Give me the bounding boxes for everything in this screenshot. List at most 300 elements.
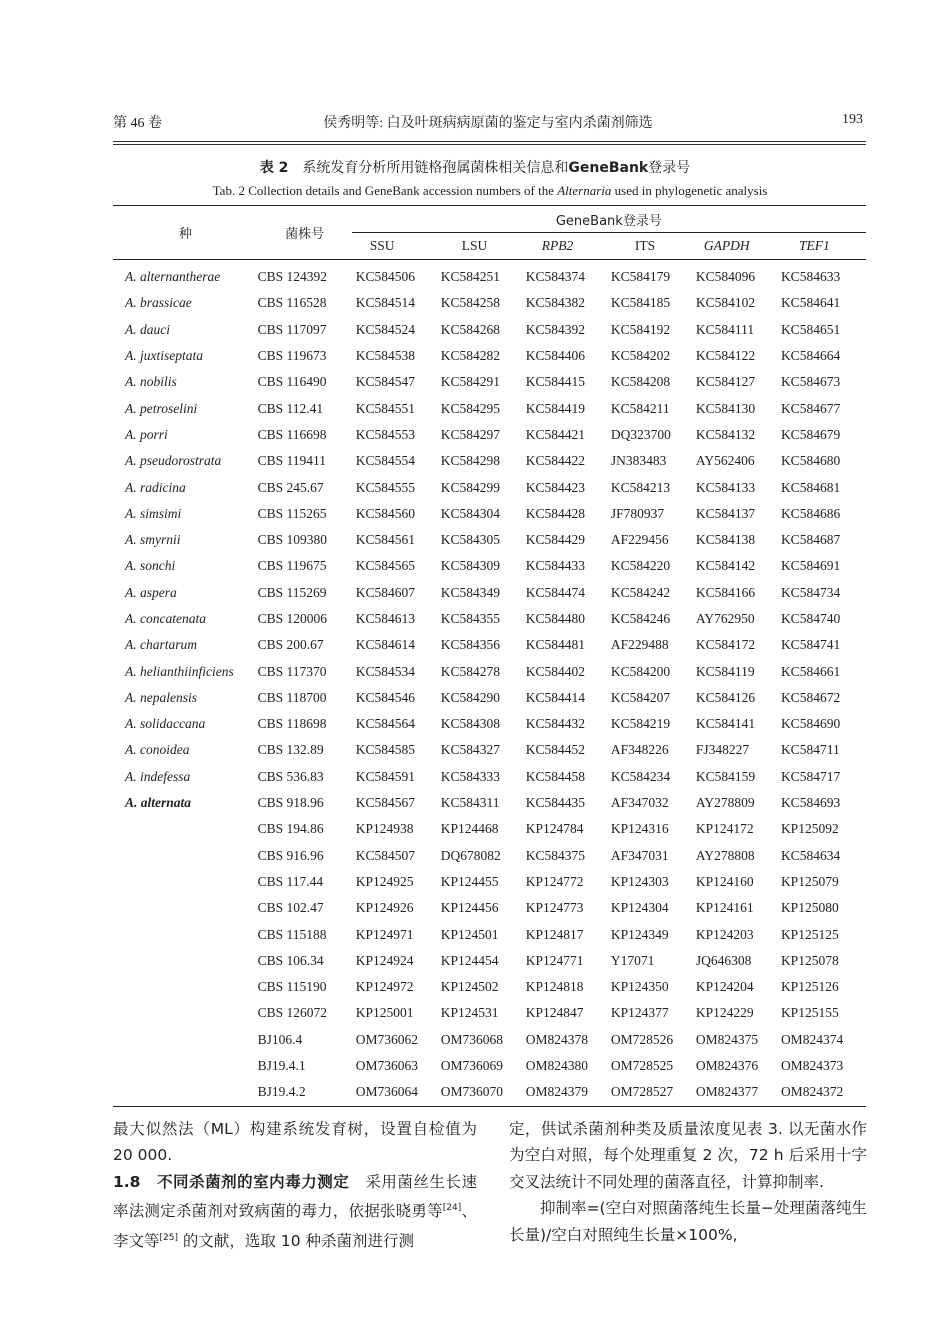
accession-cell: OM736064 [352, 1079, 441, 1106]
accession-cell: KC584711 [780, 742, 840, 758]
accession-cell: KC584305 [440, 532, 501, 548]
table-row [113, 1053, 866, 1079]
accession-cell: KP124468 [440, 821, 499, 837]
strain-cell: CBS 115269 [257, 584, 327, 600]
accession-cell: KC584553 [355, 426, 415, 442]
col-header-genebank: GeneBank登录号 [352, 206, 866, 233]
strain-cell: CBS 116490 [257, 374, 327, 390]
accession-cell: KC584179 [610, 269, 671, 285]
accession-cell: KC584555 [355, 479, 415, 495]
strain-cell: CBS 118698 [257, 716, 327, 732]
accession-cell: KP124350 [610, 979, 669, 995]
table-row [113, 658, 866, 684]
accession-cell: KC584661 [780, 663, 841, 679]
strain-cell: CBS 119411 [257, 453, 327, 469]
accession-cell: JF780937 [610, 505, 665, 521]
accession-cell: KC584137 [695, 505, 756, 521]
species-cell: A. alternata [125, 795, 192, 811]
table-row [113, 921, 866, 947]
species-cell: A. juxtiseptata [125, 348, 203, 364]
accession-cell: OM824376 [695, 1058, 759, 1074]
accession-cell: KC584613 [355, 611, 415, 626]
strain-cell: CBS 132.89 [257, 742, 324, 758]
citation[interactable]: [24] [442, 1203, 462, 1214]
accession-cell: KC584122 [695, 348, 756, 364]
accession-cell: KC584547 [355, 374, 415, 390]
species-cell [113, 895, 258, 921]
table-row [113, 260, 866, 291]
strain-cell: CBS 120006 [257, 611, 328, 626]
strain-cell: CBS 200.67 [257, 637, 324, 653]
accession-cell: KP124531 [440, 1005, 499, 1021]
accession-cell: KP125080 [780, 900, 839, 916]
accession-cell: KP124454 [440, 952, 499, 968]
accession-cell: KP124772 [525, 873, 584, 889]
accession-cell: KC584677 [780, 400, 841, 416]
accession-cell: KC584422 [525, 453, 586, 469]
citation[interactable]: [25] [159, 1232, 178, 1243]
table-row [113, 1000, 866, 1026]
accession-cell: KC584634 [780, 847, 841, 863]
accession-cell: OM824380 [525, 1058, 589, 1074]
accession-cell: KC584309 [440, 558, 501, 574]
accession-cell: KC584534 [355, 663, 415, 679]
strain-cell: CBS 119675 [257, 558, 327, 574]
col-header-strain: 菌株号 [258, 206, 352, 260]
accession-cell: KC584717 [780, 768, 841, 784]
species-cell: A. simsimi [125, 505, 182, 521]
strain-cell: CBS 916.96 [257, 847, 324, 863]
accession-cell: AF347031 [610, 847, 669, 863]
strain-cell: BJ19.4.1 [257, 1058, 306, 1074]
accession-cell: KC584298 [440, 453, 501, 469]
table-row [113, 895, 866, 921]
accession-cell: KP124501 [440, 926, 499, 942]
species-cell: A. brassicae [125, 295, 192, 311]
accession-cell: KP124771 [525, 952, 584, 968]
accession-cell: OM824379 [526, 1079, 611, 1106]
accession-cell: KP124456 [440, 900, 499, 916]
accession-cell: KC584185 [610, 295, 671, 311]
species-cell: A. dauci [125, 321, 170, 337]
species-cell [113, 843, 258, 869]
accession-cell: KC584166 [695, 584, 756, 600]
accession-cell: KP125125 [780, 926, 839, 942]
table-row [113, 816, 866, 842]
accession-cell: KP124172 [695, 821, 754, 837]
species-cell: A. helianthiinficiens [125, 663, 234, 679]
accession-cell: KC584664 [780, 348, 841, 364]
species-cell [113, 1027, 258, 1053]
accession-cell: DQ323700 [610, 426, 671, 442]
species-cell: A. nepalensis [125, 689, 197, 705]
col-header-gene: GAPDH [696, 233, 781, 260]
accession-cell: KC584141 [695, 716, 756, 732]
accession-cell: KP125092 [780, 821, 839, 837]
accession-cell: KC584651 [780, 321, 841, 337]
table-row [113, 1079, 866, 1106]
accession-cell: OM824374 [780, 1031, 844, 1047]
accession-cell: AY278808 [695, 847, 755, 863]
accession-cell: KC584234 [610, 768, 671, 784]
accession-cell: KC584291 [440, 374, 501, 390]
accession-cell: KC584458 [525, 768, 586, 784]
accession-cell: KC584356 [440, 637, 501, 653]
accession-cell: KP124784 [525, 821, 584, 837]
accession-table [113, 205, 866, 1107]
accession-cell: KC584208 [610, 374, 671, 390]
accession-cell: KC584268 [440, 321, 501, 337]
strain-cell: CBS 126072 [257, 1005, 328, 1021]
accession-cell: KC584741 [780, 637, 841, 653]
accession-cell: AY562406 [695, 453, 755, 469]
accession-cell: OM736068 [440, 1031, 504, 1047]
accession-cell: KP124377 [610, 1005, 669, 1021]
col-header-species: 种 [113, 206, 258, 260]
journal-volume: 第 46 卷 [113, 116, 162, 131]
accession-cell: KC584419 [525, 400, 586, 416]
accession-cell: KC584299 [440, 479, 501, 495]
accession-cell: KC584585 [355, 742, 415, 758]
accession-cell: KC584096 [695, 269, 756, 285]
strain-cell: CBS 115188 [257, 926, 327, 942]
table-row [113, 474, 866, 500]
species-cell: A. solidaccana [125, 716, 206, 732]
accession-cell: KC584614 [355, 637, 415, 653]
paragraph: 定，供试杀菌剂种类及质量浓度见表 3. 以无菌水作为空白对照，每个处理重复 2 次，72 h 后采用十字交叉法统计不同处理的菌落直径，计算抑制率. [509, 1120, 867, 1191]
table-row [113, 711, 866, 737]
table-row [113, 869, 866, 895]
species-cell: A. pseudorostrata [125, 453, 222, 469]
accession-cell: KC584333 [440, 768, 501, 784]
species-cell [113, 869, 258, 895]
species-cell: A. sonchi [125, 558, 176, 574]
table-row [113, 395, 866, 421]
strain-cell: CBS 116698 [257, 426, 327, 442]
table-row [113, 764, 866, 790]
accession-cell: KC584514 [355, 295, 415, 311]
strain-cell: CBS 115190 [257, 979, 327, 995]
accession-cell: AY278809 [695, 795, 755, 811]
accession-cell: KC584406 [525, 348, 586, 364]
species-cell [113, 1079, 258, 1106]
accession-cell: KP124773 [525, 900, 584, 916]
accession-cell: AF348226 [610, 742, 669, 758]
accession-cell: OM824375 [695, 1031, 759, 1047]
running-title: 侯秀明等: 白及叶斑病病原菌的鉴定与室内杀菌剂筛选 [323, 116, 653, 131]
body-column-left [113, 1116, 477, 1254]
accession-cell: KC584421 [525, 426, 586, 442]
formula-paragraph: 抑制率=(空白对照菌落纯生长量−处理菌落纯生长量)/空白对照纯生长量×100%, [509, 1199, 867, 1244]
table-row [113, 369, 866, 395]
accession-cell: KC584679 [780, 426, 841, 442]
accession-cell: KC584349 [440, 584, 501, 600]
accession-cell: KC584591 [355, 768, 415, 784]
accession-cell: OM736062 [355, 1031, 418, 1047]
accession-cell: KC584304 [440, 505, 501, 521]
species-cell [113, 1053, 258, 1079]
accession-cell: KC584414 [525, 689, 586, 705]
strain-cell: CBS 245.67 [257, 479, 324, 495]
accession-cell: KC584382 [525, 295, 586, 311]
strain-cell: CBS 106.34 [257, 952, 324, 968]
accession-cell: KC584546 [355, 689, 415, 705]
accession-cell: KP124938 [355, 821, 414, 837]
accession-cell: KP124502 [440, 979, 499, 995]
table-row [113, 843, 866, 869]
accession-cell: KC584211 [610, 400, 670, 416]
accession-cell: KC584192 [610, 321, 671, 337]
accession-cell: KC584220 [610, 558, 671, 574]
accession-cell: KP124925 [355, 873, 414, 889]
accession-cell: KP125155 [780, 1005, 839, 1021]
accession-cell: KC584111 [695, 321, 755, 337]
col-header-gene: TEF1 [781, 233, 866, 260]
accession-cell: KC584242 [610, 584, 671, 600]
accession-cell: KC584561 [355, 532, 415, 548]
accession-cell: KP124161 [695, 900, 754, 916]
accession-cell: KC584219 [610, 716, 671, 732]
accession-cell: KC584102 [695, 295, 756, 311]
table-row [113, 1027, 866, 1053]
accession-cell: FJ348227 [695, 742, 750, 758]
accession-cell: KP124303 [610, 873, 669, 889]
accession-cell: KC584607 [355, 584, 415, 600]
strain-cell: CBS 112.41 [257, 400, 324, 416]
accession-cell: KC584452 [525, 742, 586, 758]
table-body [113, 260, 866, 1107]
accession-cell: KC584429 [525, 532, 586, 548]
accession-cell: KC584551 [355, 400, 415, 416]
accession-cell: KC584435 [525, 795, 586, 811]
species-cell [113, 1000, 258, 1026]
accession-cell: AF229456 [610, 532, 669, 548]
accession-cell: KC584680 [780, 453, 841, 469]
accession-cell: KC584251 [440, 269, 501, 285]
table-caption-cn: 表 2 系统发育分析所用链格孢属菌株相关信息和GeneBank登录号 [259, 160, 691, 176]
accession-cell: KC584207 [610, 689, 671, 705]
accession-cell: KP124817 [525, 926, 584, 942]
table-row [113, 317, 866, 343]
col-header-gene: LSU [441, 233, 526, 260]
accession-cell: KC584506 [355, 269, 415, 285]
accession-cell: KC584565 [355, 558, 415, 574]
accession-cell: KC584290 [440, 689, 501, 705]
table-row [113, 343, 866, 369]
accession-cell: KC584130 [695, 400, 756, 416]
accession-cell: KC584402 [525, 663, 586, 679]
accession-cell: KC584554 [355, 453, 415, 469]
accession-cell: KC584690 [780, 716, 841, 732]
accession-cell: JN383483 [610, 453, 667, 469]
accession-cell: OM728527 [611, 1079, 696, 1106]
species-cell: A. conoidea [125, 742, 190, 758]
table-row [113, 527, 866, 553]
header-rule-2 [113, 144, 866, 145]
table-row [113, 632, 866, 658]
accession-cell: OM736069 [440, 1058, 504, 1074]
accession-cell: KP125079 [780, 873, 839, 889]
accession-cell: KP124204 [695, 979, 754, 995]
accession-cell: OM824372 [781, 1079, 866, 1106]
accession-cell: KC584538 [355, 348, 415, 364]
accession-cell: KP124455 [440, 873, 499, 889]
accession-cell: KC584159 [695, 768, 756, 784]
body-column-right [509, 1116, 867, 1248]
table-row [113, 737, 866, 763]
accession-cell: KC584246 [610, 611, 671, 626]
strain-cell: CBS 117.44 [257, 873, 324, 889]
strain-cell: CBS 117097 [257, 321, 327, 337]
accession-cell: Y17071 [610, 952, 655, 968]
accession-cell: KC584355 [440, 611, 501, 626]
accession-cell: OM728526 [610, 1031, 674, 1047]
accession-cell: KC584172 [695, 637, 756, 653]
strain-cell: CBS 119673 [257, 348, 327, 364]
accession-cell: KC584374 [525, 269, 586, 285]
accession-cell: KC584524 [355, 321, 415, 337]
accession-cell: KC584295 [440, 400, 501, 416]
table-row [113, 501, 866, 527]
accession-cell: KC584481 [525, 637, 586, 653]
strain-cell: CBS 115265 [257, 505, 327, 521]
table-row [113, 685, 866, 711]
accession-cell: OM824377 [696, 1079, 781, 1106]
species-cell: A. indefessa [125, 768, 191, 784]
accession-cell: KP124847 [525, 1005, 584, 1021]
accession-cell: KC584119 [695, 663, 755, 679]
accession-cell: OM736070 [441, 1079, 526, 1106]
strain-cell: CBS 124392 [257, 269, 328, 285]
accession-cell: KP124926 [355, 900, 414, 916]
strain-cell: CBS 194.86 [257, 821, 324, 837]
accession-cell: KC584375 [525, 847, 586, 863]
header-rule [113, 141, 866, 142]
accession-cell: OM728525 [610, 1058, 674, 1074]
accession-cell: KP124203 [695, 926, 754, 942]
accession-cell: KC584681 [780, 479, 841, 495]
accession-cell: KC584560 [355, 505, 415, 521]
accession-cell: KC584734 [780, 584, 841, 600]
accession-cell: KC584433 [525, 558, 586, 574]
accession-cell: KC584282 [440, 348, 501, 364]
accession-cell: KC584672 [780, 689, 841, 705]
species-cell [113, 974, 258, 1000]
accession-cell: KP125078 [780, 952, 839, 968]
species-cell: A. smyrnii [125, 532, 181, 548]
species-cell: A. chartarum [125, 637, 197, 653]
accession-cell: KC584132 [695, 426, 756, 442]
accession-cell: KC584311 [440, 795, 500, 811]
accession-cell: KC584213 [610, 479, 671, 495]
species-cell: A. alternantherae [125, 269, 221, 285]
accession-cell: KC584507 [355, 847, 415, 863]
species-cell: A. radicina [125, 479, 186, 495]
accession-cell: KC584297 [440, 426, 501, 442]
table-row [113, 422, 866, 448]
accession-cell: KC584415 [525, 374, 586, 390]
accession-cell: AF347032 [610, 795, 669, 811]
accession-cell: OM824373 [780, 1058, 844, 1074]
accession-cell: KC584432 [525, 716, 586, 732]
accession-cell: KP124229 [695, 1005, 754, 1021]
species-cell: A. aspera [125, 584, 177, 600]
accession-cell: KC584693 [780, 795, 841, 811]
strain-cell: CBS 102.47 [257, 900, 324, 916]
species-cell: A. concatenata [125, 611, 206, 626]
strain-cell: CBS 918.96 [257, 795, 324, 811]
accession-cell: KP124304 [610, 900, 669, 916]
accession-cell: KC584258 [440, 295, 501, 311]
table-row [113, 553, 866, 579]
section-heading: 1.8 不同杀菌剂的室内毒力测定 [113, 1172, 350, 1191]
col-header-gene: RPB2 [526, 233, 611, 260]
col-header-gene: ITS [611, 233, 696, 260]
species-cell [113, 816, 258, 842]
strain-cell: CBS 118700 [257, 689, 327, 705]
accession-cell: KC584740 [780, 611, 841, 626]
strain-cell: CBS 117370 [257, 663, 327, 679]
accession-cell: KC584686 [780, 505, 841, 521]
table-caption-en: Tab. 2 Collection details and GeneBank accession numbers of the Alternaria used in phylogenetic analysis [212, 183, 768, 198]
strain-cell: CBS 116528 [257, 295, 327, 311]
table-row [113, 948, 866, 974]
table-row [113, 580, 866, 606]
table-row [113, 974, 866, 1000]
accession-cell: KC584564 [355, 716, 415, 732]
strain-cell: BJ19.4.2 [258, 1079, 352, 1106]
accession-cell: KC584641 [780, 295, 841, 311]
accession-cell: KC584392 [525, 321, 586, 337]
accession-cell: KC584480 [525, 611, 586, 626]
accession-cell: KP125126 [780, 979, 839, 995]
accession-cell: KP124924 [355, 952, 414, 968]
col-header-gene: SSU [352, 233, 441, 260]
accession-cell: KC584691 [780, 558, 841, 574]
accession-cell: KC584673 [780, 374, 841, 390]
species-cell [113, 948, 258, 974]
accession-cell: KC584138 [695, 532, 756, 548]
paragraph: 1.8 不同杀菌剂的室内毒力测定 采用菌丝生长速率法测定杀菌剂对致病菌的毒力，依据张晓勇等[24]、李文等[25] 的文献，选取 10 种杀菌剂进行测 [113, 1172, 477, 1250]
species-cell [113, 921, 258, 947]
accession-cell: KC584126 [695, 689, 756, 705]
accession-cell: KC584278 [440, 663, 501, 679]
accession-cell: KP124972 [355, 979, 414, 995]
table-row [113, 606, 866, 632]
paragraph: 最大似然法（ML）构建系统发育树，设置自检值为 20 000. [113, 1120, 477, 1165]
accession-cell: DQ678082 [440, 847, 501, 863]
accession-cell: AF229488 [610, 637, 669, 653]
page-number: 193 [842, 112, 863, 127]
accession-cell: KP124349 [610, 926, 669, 942]
species-cell: A. petroselini [125, 400, 198, 416]
table-row [113, 290, 866, 316]
accession-cell: KC584567 [355, 795, 415, 811]
species-cell: A. porri [125, 426, 168, 442]
accession-cell: KP124316 [610, 821, 669, 837]
accession-cell: KP124160 [695, 873, 754, 889]
table-row [113, 790, 866, 816]
accession-cell: KC584202 [610, 348, 671, 364]
accession-cell: KC584127 [695, 374, 756, 390]
strain-cell: CBS 109380 [257, 532, 328, 548]
species-cell: A. nobilis [125, 374, 177, 390]
table-row [113, 448, 866, 474]
running-header [113, 112, 863, 134]
accession-cell: KC584633 [780, 269, 841, 285]
accession-cell: OM824378 [525, 1031, 589, 1047]
strain-cell: CBS 536.83 [257, 768, 324, 784]
